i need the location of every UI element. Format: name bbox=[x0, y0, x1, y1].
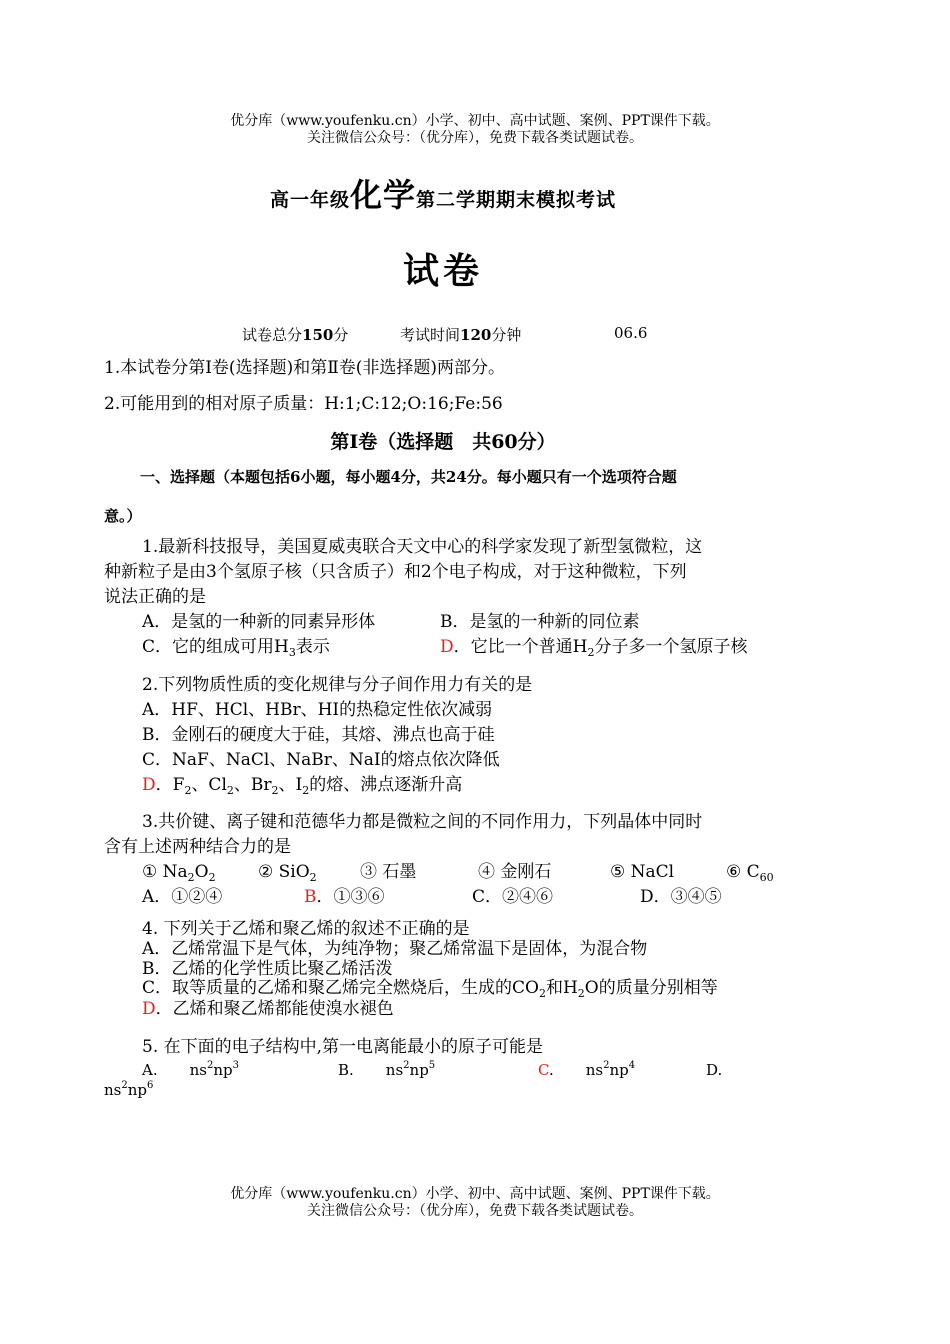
q3-item-4: ④ 金刚石 bbox=[478, 862, 552, 882]
q2-option-b: B．金刚石的硬度大于硅，其熔、沸点也高于硅 bbox=[142, 725, 495, 745]
exam-date: 06.6 bbox=[614, 324, 648, 342]
exam-time: 考试时间120分钟 bbox=[400, 326, 522, 344]
header-line-1: 优分库（www.youfenku.cn）小学、初中、高中试题、案例、PPT课件下载。 bbox=[230, 113, 720, 129]
q4-stem: 4. 下列关于乙烯和聚乙烯的叙述不正确的是 bbox=[142, 919, 470, 939]
answer-mark: D bbox=[142, 775, 156, 795]
q5-option-c: C. $ns^2np^4$ bbox=[538, 1060, 636, 1079]
q4-option-b: B．乙烯的化学性质比聚乙烯活泼 bbox=[142, 959, 393, 979]
q3-option-c: C．②④⑥ bbox=[472, 887, 554, 907]
q3-item-5: ⑤ NaCl bbox=[610, 862, 675, 882]
q5-option-d-label: D. bbox=[706, 1061, 723, 1079]
section-title: 第Ⅰ卷（选择题 共60分） bbox=[330, 431, 556, 453]
q3-option-b: B．①③⑥ bbox=[304, 887, 385, 907]
q1-stem-line-2: 种新粒子是由3个氢原子核（只含质子）和2个电子构成，对于这种微粒，下列 bbox=[104, 562, 687, 582]
q5-option-a: A. $ns^2np^3$ bbox=[142, 1060, 239, 1079]
q4-option-a: A．乙烯常温下是气体，为纯净物；聚乙烯常温下是固体，为混合物 bbox=[142, 939, 648, 959]
footer-line-2: 关注微信公众号：（优分库），免费下载各类试题试卷。 bbox=[307, 1203, 643, 1219]
q3-item-2: ② SiO$_2$ bbox=[258, 862, 317, 884]
q3-item-3: ③ 石墨 bbox=[360, 862, 417, 882]
footer-line-1: 优分库（www.youfenku.cn）小学、初中、高中试题、案例、PPT课件下载。 bbox=[230, 1186, 720, 1202]
title-part-2: 第二学期期末模拟考试 bbox=[416, 189, 617, 211]
answer-mark: C bbox=[538, 1061, 549, 1079]
instruction-1: 1.本试卷分第Ⅰ卷(选择题)和第Ⅱ卷(非选择题)两部分。 bbox=[104, 358, 506, 378]
q1-stem-line-3: 说法正确的是 bbox=[104, 587, 206, 607]
q3-item-1: ① $Na_2O_2$ bbox=[142, 862, 216, 884]
q1-option-c: C．它的组成可用$H_3$表示 bbox=[142, 637, 330, 659]
section-note-line-2: 意。） bbox=[104, 507, 142, 525]
section-note-line-1: 一、选择题（本题包括6小题，每小题4分，共24分。每小题只有一个选项符合题 bbox=[140, 468, 677, 486]
q5-option-b: B. $ns^2np^5$ bbox=[338, 1060, 436, 1079]
q1-option-b: B．是氢的一种新的同位素 bbox=[440, 612, 640, 632]
q3-option-a: A．①②④ bbox=[142, 887, 223, 907]
q2-stem: 2.下列物质性质的变化规律与分子间作用力有关的是 bbox=[142, 675, 533, 695]
exam-title bbox=[0, 170, 886, 216]
total-score: 试卷总分150分 bbox=[242, 326, 349, 344]
exam-title-line-2: 试卷 bbox=[402, 250, 483, 292]
q4-option-c: C．取等质量的乙烯和聚乙烯完全燃烧后，生成的$CO_2$和$H_2O$的质量分别相等 bbox=[142, 978, 718, 1000]
q1-option-a: A．是氢的一种新的同素异形体 bbox=[142, 612, 376, 632]
q3-option-d: D．③④⑤ bbox=[640, 887, 722, 907]
answer-mark: D bbox=[142, 999, 156, 1019]
q1-stem-line-1: 1.最新科技报导，美国夏威夷联合天文中心的科学家发现了新型氢微粒，这 bbox=[142, 537, 703, 557]
title-part-1: 高一年级 bbox=[269, 189, 350, 211]
q3-stem-line-1: 3.共价键、离子键和范德华力都是微粒之间的不同作用力，下列晶体中同时 bbox=[142, 812, 703, 832]
q5-option-d: $ns^2np^6$ bbox=[104, 1080, 154, 1099]
answer-mark: B bbox=[304, 887, 317, 907]
q2-option-a: A．HF、HCl、HBr、HI的热稳定性依次减弱 bbox=[142, 700, 493, 720]
q5-stem: 5. 在下面的电子结构中,第一电离能最小的原子可能是 bbox=[142, 1037, 544, 1057]
q4-option-d: D．乙烯和聚乙烯都能使溴水褪色 bbox=[142, 999, 394, 1019]
q1-option-d: D．它比一个普通$H_2$分子多一个氢原子核 bbox=[440, 637, 748, 659]
header-line-2: 关注微信公众号：（优分库），免费下载各类试题试卷。 bbox=[307, 130, 643, 146]
answer-mark: D bbox=[440, 637, 454, 657]
title-subject: 化学 bbox=[349, 176, 416, 214]
q3-stem-line-2: 含有上述两种结合力的是 bbox=[104, 837, 291, 857]
q2-option-d: D．$F_2$、$Cl_2$、$Br_2$、$I_2$的熔、沸点逐渐升高 bbox=[142, 775, 463, 797]
instruction-2: 2.可能用到的相对原子质量：H:1;C:12;O:16;Fe:56 bbox=[104, 394, 503, 414]
q3-item-6: ⑥ $C_{60}$ bbox=[726, 862, 774, 884]
q2-option-c: C．NaF、NaCl、NaBr、NaI的熔点依次降低 bbox=[142, 750, 500, 770]
